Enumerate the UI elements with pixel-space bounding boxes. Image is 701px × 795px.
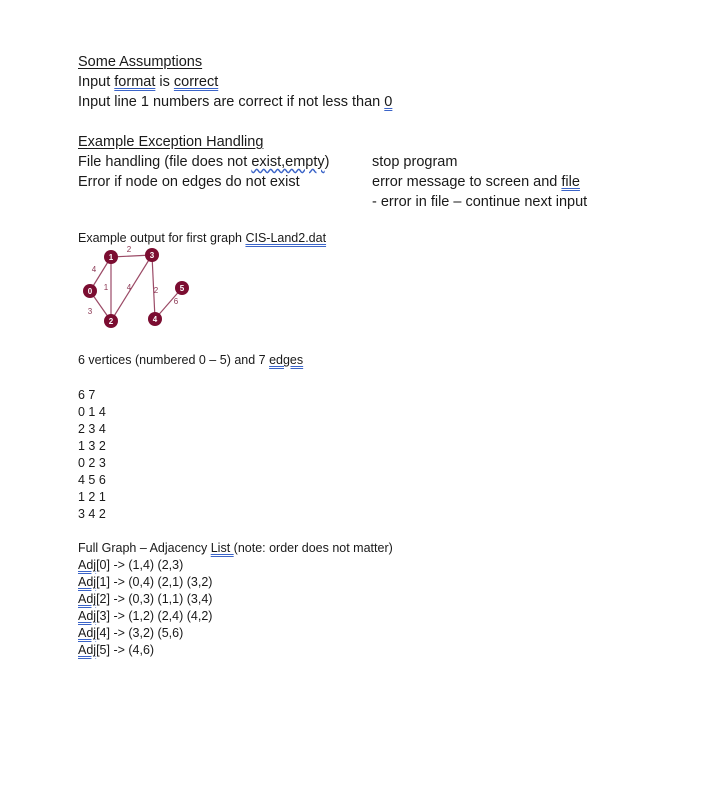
input-line: 0 2 3 [78,456,106,470]
edge-weight-label: 4 [126,283,132,292]
node-label: 2 [108,317,114,326]
input-line: 1 2 1 [78,490,106,504]
edge-weight-label: 4 [91,265,97,274]
graph-node-5 [175,281,189,295]
exception-text: File handling (file does not [78,154,252,170]
input-line: 2 3 4 [78,422,106,436]
graph-nodes [83,248,189,328]
input-line: 1 3 2 [78,439,106,453]
node-label: 3 [149,251,155,260]
edge-weight-label: 2 [126,245,132,254]
input-line: 0 1 4 [78,405,106,419]
exception-file-handling [78,152,330,172]
input-line: 6 7 [78,388,96,402]
node-label: 5 [179,284,185,293]
exception-word-file: file [561,174,580,190]
assumption-word-format: format [114,74,156,90]
adjacency-row-prefix: Adj [78,643,97,657]
adjacency-row [78,591,212,608]
adjacency-row-entries: [2] -> (0,3) (1,1) (3,4) [96,592,213,606]
adjacency-row-prefix: Adj [78,558,97,572]
adjacency-row [78,608,212,625]
adjacency-row-entries: [0] -> (1,4) (2,3) [96,558,184,572]
node-label: 4 [152,315,158,324]
assumption-text: Input line 1 numbers are correct if not less than [78,94,385,110]
adjacency-row-entries: [3] -> (1,2) (2,4) (4,2) [96,609,213,623]
adjacency-row [78,574,212,591]
assumption-input-format [78,72,218,92]
adjacency-heading-note: (note: order does not matter) [233,541,393,555]
example-graph [78,242,208,332]
input-line: 3 4 2 [78,507,106,521]
input-line: 4 5 6 [78,473,106,487]
adjacency-row-prefix: Adj [78,575,97,589]
assumption-word-correct: correct [173,74,219,90]
edge-weight-label: 6 [173,297,179,306]
exceptions-heading: Example Exception Handling [78,134,264,150]
exception-text: error message to screen and [372,174,562,190]
edge-weight-label: 2 [153,286,159,295]
adjacency-row-entries: [4] -> (3,2) (5,6) [96,626,184,640]
exception-continue-input: - error in file – continue next input [372,194,588,210]
adjacency-row-prefix: Adj [78,592,97,606]
assumption-line1-numbers [78,92,392,112]
edge-weight-label: 3 [87,307,93,316]
graph-edge-2-3 [108,253,152,321]
graph-node-1 [104,250,118,264]
graph-node-0 [83,284,97,298]
summary-text: 6 vertices (numbered 0 – 5) and 7 [78,353,270,367]
node-label: 1 [108,253,114,262]
summary-word-edges: edges [269,353,304,367]
exception-error-message [372,172,580,192]
adjacency-heading [78,540,393,557]
adjacency-row [78,625,183,642]
assumptions-heading: Some Assumptions [78,54,203,70]
adjacency-row [78,557,183,574]
adjacency-row-entries: [1] -> (0,4) (2,1) (3,2) [96,575,213,589]
adjacency-heading-text: Full Graph – Adjacency [78,541,211,555]
adjacency-row [78,642,154,659]
caption-text: Example output for first graph [78,231,246,245]
node-label: 0 [87,287,93,296]
exception-stop-program: stop program [372,154,458,170]
adjacency-row-prefix: Adj [78,609,97,623]
graph-summary [78,352,303,369]
adjacency-heading-word-list: List [210,541,234,555]
graph-node-4 [148,312,162,326]
graph-node-3 [145,248,159,262]
adjacency-row-prefix: Adj [78,626,97,640]
exception-squiggle-word: exist,empty [251,154,325,170]
assumption-number-zero: 0 [384,94,393,110]
exception-node-edges: Error if node on edges do not exist [78,174,300,190]
assumption-text: Input [78,74,115,90]
exception-text: ) [324,154,330,170]
graph-node-2 [104,314,118,328]
assumption-text: is [155,74,174,90]
caption-filename: CIS-Land2.dat [245,231,327,245]
edge-weight-label: 1 [103,283,109,292]
adjacency-row-entries: [5] -> (4,6) [96,643,155,657]
